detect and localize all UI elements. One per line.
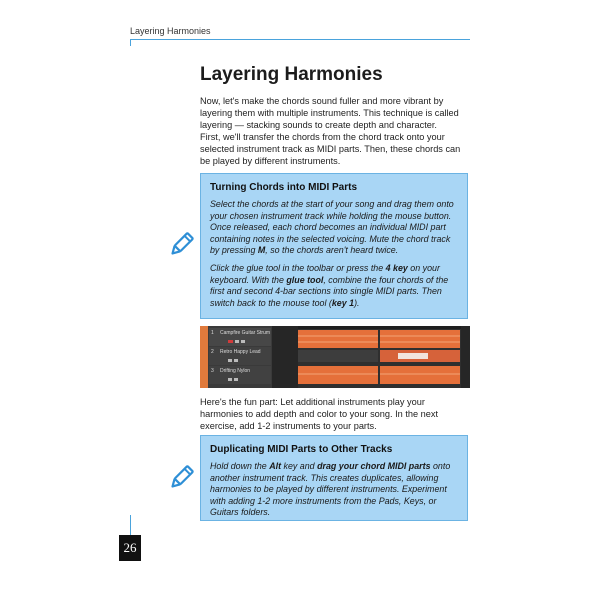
intro-paragraph-2: First, we'll transfer the chords from the chord track onto your selected instrument track as MIDI parts. Then, these chords can be played by different instruments. xyxy=(200,132,461,167)
pencil-icon xyxy=(166,463,196,493)
running-header: Layering Harmonies xyxy=(130,26,211,36)
tip-paragraph-2: Click the glue tool in the toolbar or press the 4 key on your keyboard. With the glue tool, combine the four chords of the first and second 4-bar sections into single MIDI parts. Then switch back to the mouse tool (key 1). xyxy=(210,262,449,308)
intro-paragraph-1: Now, let's make the chords sound fuller and more vibrant by layering them with multiple instruments. This technique is called layering — stacking sounds to create depth and character. xyxy=(200,96,459,131)
tip-paragraph: Hold down the Alt key and drag your chord MIDI parts onto another instrument track. This creates duplicates, allowing harmonies to be played by different instruments. Experiment with adding 1-2 more instruments from the Pads, Keys, or Guitars folders. xyxy=(210,461,451,518)
track-3-name: Drifting Nylon xyxy=(220,368,251,374)
tip-paragraph-1: Select the chords at the start of your song and drag them onto your chosen instrument track while holding the mouse button. Once released, each chord becomes an individual MIDI part containing notes in the selected voicing. Mute the chord track by pressing M, so the chords aren't heard twice. xyxy=(210,199,454,256)
tip-heading: Turning Chords into MIDI Parts xyxy=(210,182,358,193)
page-title: Layering Harmonies xyxy=(200,64,383,85)
midi-part xyxy=(298,330,378,348)
tip-heading: Duplicating MIDI Parts to Other Tracks xyxy=(210,444,393,455)
midi-part xyxy=(298,366,378,384)
page-number: 26 xyxy=(119,535,141,561)
track-1-name: Campfire Guitar Strum xyxy=(220,330,271,336)
midi-part xyxy=(380,366,460,384)
track-1-num: 1 xyxy=(211,330,214,336)
margin-rule xyxy=(130,40,131,46)
fun-part-paragraph: Here's the fun part: Let additional instruments play your harmonies to add depth and color to your song. In the next exercise, add 1-2 instruments to your parts. xyxy=(200,397,439,432)
header-rule xyxy=(130,39,470,40)
daw-screenshot xyxy=(200,326,470,388)
pencil-icon xyxy=(166,230,196,260)
track-3-num: 3 xyxy=(211,368,214,374)
track-color-strip xyxy=(200,326,208,388)
midi-part xyxy=(380,330,460,348)
track-2-name: Retro Happy Lead xyxy=(220,349,261,355)
tip-box-chords-to-midi xyxy=(200,173,468,319)
track-2-num: 2 xyxy=(211,349,214,355)
tip-box-duplicate-midi xyxy=(200,435,468,521)
margin-rule-bottom xyxy=(130,515,131,535)
